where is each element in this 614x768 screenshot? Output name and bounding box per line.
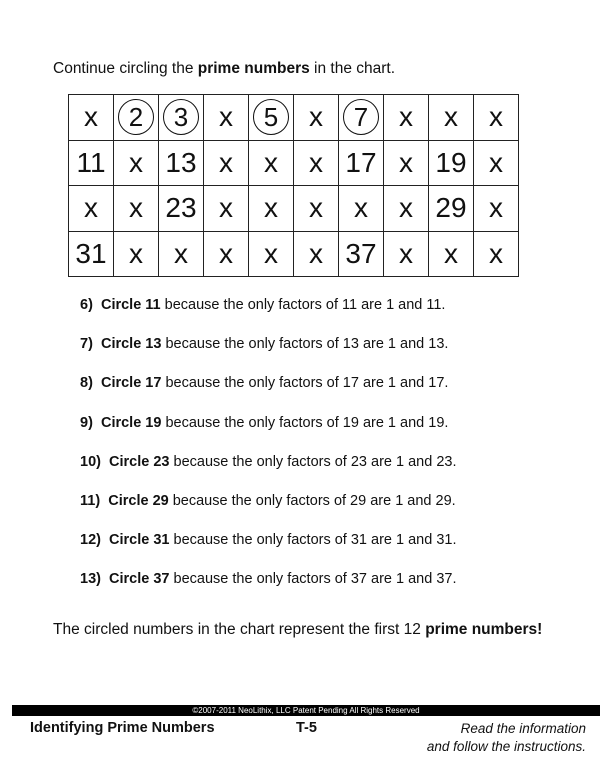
chart-cell xyxy=(159,140,204,186)
step-bold: Circle 23 xyxy=(109,453,170,470)
chart-cell xyxy=(294,231,339,277)
cell-value: 19 xyxy=(435,146,467,178)
step-item xyxy=(80,571,456,610)
chart-cell xyxy=(159,95,204,141)
chart-cell xyxy=(114,95,159,141)
cell-value: x xyxy=(264,192,278,224)
step-text: because the only factors of 11 are 1 and 11. xyxy=(160,297,446,313)
chart-cell xyxy=(204,140,249,186)
chart-cell xyxy=(474,95,519,141)
cell-value: x xyxy=(309,146,323,178)
instruction-bold: prime numbers xyxy=(197,60,310,77)
cell-value: 31 xyxy=(75,237,107,269)
cell-value: 13 xyxy=(165,146,197,178)
cell-value: x xyxy=(129,146,143,178)
circled-number: 7 xyxy=(343,99,379,135)
cell-value: x xyxy=(399,101,413,133)
step-bold: Circle 19 xyxy=(100,414,162,431)
instruction-prefix: Continue circling the xyxy=(53,60,198,77)
chart-cell xyxy=(249,140,294,186)
chart-cell xyxy=(429,140,474,186)
cell-value: x xyxy=(489,192,503,224)
chart-cell xyxy=(159,231,204,277)
cell-value: x xyxy=(399,237,413,269)
footer-note-line2: and follow the instructions. xyxy=(426,739,586,754)
cell-value: 17 xyxy=(345,146,377,178)
chart-cell xyxy=(69,95,114,141)
chart-row xyxy=(69,95,519,141)
number-chart xyxy=(68,94,519,277)
cell-value: x xyxy=(309,237,323,269)
step-number: 12) xyxy=(80,532,101,549)
footer-note-line1: Read the information xyxy=(460,721,586,736)
chart-cell xyxy=(474,231,519,277)
step-bold: Circle 17 xyxy=(100,375,162,392)
circled-number: 5 xyxy=(253,99,289,135)
step-number: 6) xyxy=(80,297,93,313)
cell-value: 29 xyxy=(435,192,467,224)
chart-cell xyxy=(294,140,339,186)
chart-cell xyxy=(384,231,429,277)
chart-cell xyxy=(249,231,294,277)
cell-value: x xyxy=(309,192,323,224)
chart-row xyxy=(69,231,519,277)
cell-value: x xyxy=(174,237,188,269)
chart-cell xyxy=(474,140,519,186)
cell-value: x xyxy=(219,146,233,178)
step-item xyxy=(80,493,456,532)
step-text: because the only factors of 17 are 1 and 17. xyxy=(161,375,449,392)
cell-value: x xyxy=(84,192,98,224)
step-text: because the only factors of 13 are 1 and 13. xyxy=(161,336,449,353)
chart-cell xyxy=(249,95,294,141)
step-bold: Circle 31 xyxy=(109,532,170,549)
chart-cell xyxy=(339,140,384,186)
cell-value: x xyxy=(219,192,233,224)
chart-cell xyxy=(339,231,384,277)
cell-value: 37 xyxy=(345,237,377,269)
chart-cell xyxy=(294,186,339,232)
step-number: 11) xyxy=(80,492,101,509)
step-text: because the only factors of 23 are 1 and 23. xyxy=(169,453,457,470)
step-bold: Circle 29 xyxy=(108,492,169,509)
steps-list xyxy=(80,297,456,611)
chart-cell xyxy=(204,95,249,141)
chart-cell xyxy=(429,186,474,232)
chart-row xyxy=(69,140,519,186)
chart-cell xyxy=(69,186,114,232)
chart-cell xyxy=(384,140,429,186)
cell-value: x xyxy=(354,192,368,224)
chart-cell xyxy=(429,95,474,141)
step-number: 13) xyxy=(80,571,101,588)
chart-cell xyxy=(249,186,294,232)
footer-title: Identifying Prime Numbers xyxy=(30,720,215,736)
summary-prefix: The circled numbers in the chart represent the first 12 xyxy=(53,621,426,638)
cell-value: x xyxy=(219,101,233,133)
step-text: because the only factors of 31 are 1 and 31. xyxy=(169,532,457,549)
chart-cell xyxy=(474,186,519,232)
step-number: 7) xyxy=(80,336,93,353)
step-bold: Circle 13 xyxy=(100,336,162,353)
circled-number: 2 xyxy=(118,99,154,135)
cell-value: 23 xyxy=(165,192,197,224)
page-number: T-5 xyxy=(296,720,317,736)
chart-row xyxy=(69,186,519,232)
summary-text xyxy=(53,621,542,639)
chart-cell xyxy=(204,186,249,232)
chart-cell xyxy=(339,95,384,141)
chart-cell xyxy=(384,95,429,141)
chart-cell xyxy=(114,186,159,232)
step-text: because the only factors of 19 are 1 and 19. xyxy=(161,414,449,431)
step-item xyxy=(80,375,456,414)
cell-value: x xyxy=(399,146,413,178)
cell-value: x xyxy=(264,146,278,178)
step-item xyxy=(80,415,456,454)
chart-cell xyxy=(114,140,159,186)
cell-value: x xyxy=(489,237,503,269)
cell-value: x xyxy=(399,192,413,224)
cell-value: x xyxy=(129,237,143,269)
instruction-text xyxy=(53,60,395,78)
chart-cell xyxy=(384,186,429,232)
step-bold: Circle 37 xyxy=(109,571,170,588)
cell-value: x xyxy=(489,101,503,133)
step-text: because the only factors of 29 are 1 and 29. xyxy=(168,492,456,509)
instruction-suffix: in the chart. xyxy=(309,60,396,77)
summary-bold: prime numbers! xyxy=(425,621,543,638)
step-number: 10) xyxy=(80,453,101,470)
step-item xyxy=(80,532,456,571)
cell-value: x xyxy=(129,192,143,224)
chart-cell xyxy=(294,95,339,141)
step-item xyxy=(80,297,456,336)
cell-value: x xyxy=(444,237,458,269)
chart-cell xyxy=(159,186,204,232)
chart-cell xyxy=(204,231,249,277)
cell-value: 11 xyxy=(76,146,106,178)
chart-cell xyxy=(114,231,159,277)
chart-cell xyxy=(69,231,114,277)
step-text: because the only factors of 37 are 1 and 37. xyxy=(169,571,457,588)
copyright-bar: ©2007-2011 NeoLithix, LLC Patent Pending All Rights Reserved xyxy=(12,705,600,716)
step-number: 8) xyxy=(80,375,93,392)
chart-cell xyxy=(69,140,114,186)
cell-value: x xyxy=(219,237,233,269)
step-item xyxy=(80,454,456,493)
footer-note xyxy=(427,720,586,756)
cell-value: x xyxy=(489,146,503,178)
cell-value: x xyxy=(309,101,323,133)
step-item xyxy=(80,336,456,375)
step-bold: Circle 11 xyxy=(100,297,161,313)
cell-value: x xyxy=(444,101,458,133)
circled-number: 3 xyxy=(163,99,199,135)
chart-cell xyxy=(339,186,384,232)
step-number: 9) xyxy=(80,414,93,431)
chart-cell xyxy=(429,231,474,277)
cell-value: x xyxy=(264,237,278,269)
cell-value: x xyxy=(84,101,98,133)
